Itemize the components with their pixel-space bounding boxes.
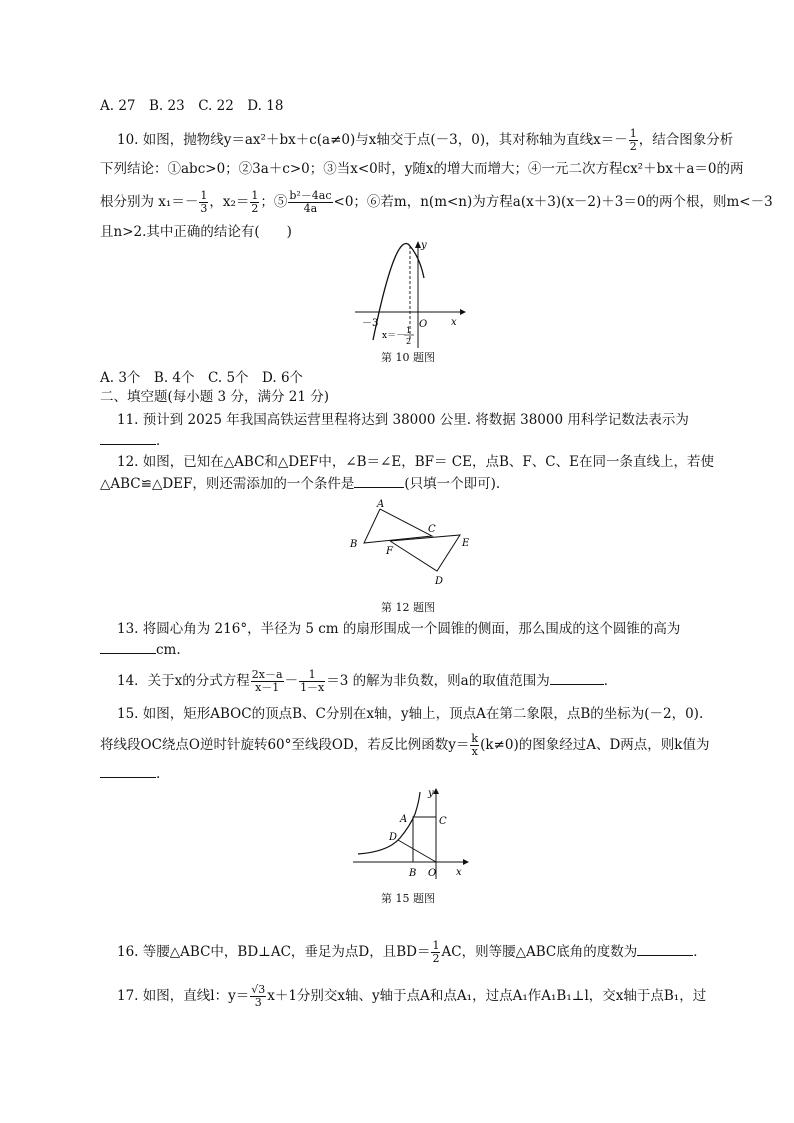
q16-answer-blank[interactable]: [637, 943, 693, 956]
origin-label: O: [419, 319, 428, 330]
parabola-curve: [373, 244, 424, 340]
label-a: A: [400, 814, 408, 825]
label-o: O: [428, 868, 437, 879]
axis-eq-num: 1: [406, 326, 412, 335]
label-c: C: [428, 524, 436, 535]
label-e: E: [462, 538, 470, 549]
q10-frac-discriminant: $\frac{\text{b²－4ac}}{4a}$: [289, 189, 332, 215]
q15-frac-k-over-x: $\frac{k}{x}$: [471, 732, 479, 758]
q11-line2: ．: [100, 431, 170, 451]
q15-line1: 15. 如图，矩形ABOC的顶点B、C分别在x轴，y轴上，顶点A在第二象限，点B的坐标为(－2，0).: [117, 706, 704, 722]
label-f: F: [386, 546, 393, 557]
q10-text-b: ，结合图象分析: [638, 132, 734, 148]
axis-eq-den: 2: [406, 337, 412, 346]
q10-line2: 下列结论：①abc>0；②3a＋c>0；③当x<0时，y随x的增大而增大；④一元二次方程cx²＋bx＋a＝0的两: [100, 161, 744, 177]
q13-line1: 13. 将圆心角为 216°，半径为 5 cm 的扇形围成一个圆锥的侧面，那么围成的这个圆锥的高为: [117, 621, 681, 637]
q10-line4: 且n>2.其中正确的结论有( ): [100, 224, 292, 240]
q17-frac-sqrt3-over-3: $\frac{√3}{3}$: [251, 983, 266, 1009]
q10-frac-half: $\frac{1}{2}$: [629, 127, 637, 153]
label-c: C: [439, 816, 447, 827]
q10-frac-third: $\frac{1}{3}$: [200, 189, 208, 215]
label-d: D: [435, 576, 444, 587]
q10-line1: [117, 128, 733, 153]
axis-eq-label: x＝－: [382, 331, 406, 341]
q11-line1: 11. 预计到 2025 年我国高铁运营里程将达到 38000 公里. 将数据 38000 用科学记数法表示为: [117, 412, 689, 428]
label-x: x: [456, 867, 462, 878]
q14-frac-2: $\frac{1}{1-x}$: [300, 668, 325, 694]
x-axis-arrow: [463, 859, 469, 865]
q15-figure: [348, 784, 478, 884]
q14-line: 14．关于x的分式方程 $\frac{2x-a}{x-1}$ － $\frac{1}{1-x}$ ＝3 的解为非负数，则a的取值范围为 ．: [117, 668, 618, 694]
q11-answer-blank[interactable]: [100, 432, 156, 445]
q13-line2: cm.: [100, 640, 181, 660]
q15-line3: .: [100, 764, 160, 784]
q15-answer-blank[interactable]: [100, 765, 156, 778]
q10-frac-half-2: $\frac{1}{2}$: [251, 189, 259, 215]
q16-line: 16. 等腰△ABC中，BD⊥AC，垂足为点D，且BD＝ $\frac{1}{2}$ AC，则等腰△ABC底角的度数为 ．: [117, 939, 707, 965]
q13-answer-blank[interactable]: [100, 641, 156, 654]
triangle-def: [390, 535, 460, 571]
q16-frac-half: $\frac{1}{2}$: [432, 939, 440, 965]
q12-answer-blank[interactable]: [354, 475, 404, 488]
x-label: x: [451, 317, 457, 328]
q17-line: 17. 如图，直线l：y＝ $\frac{√3}{3}$ x＋1分别交x轴、y轴于点A和点A₁，过点A₁作A₁B₁⊥l，交x轴于点B₁，过: [117, 983, 707, 1009]
q10-line3: 根分别为 x₁＝－ $\frac{1}{3}$ ，x₂＝ $\frac{1}{2}$ ；⑤ $\frac{\text{b²－4ac}}{4a}$ <0；⑥若m，n(m<n)为方程a(x＋3)(x－2)＋3＝0的两个根，则m<－3: [100, 189, 773, 215]
q9-options: A. 27 B. 23 C. 22 D. 18: [100, 98, 284, 114]
q15-caption: 第 15 题图: [381, 892, 435, 905]
label-b: B: [350, 539, 358, 550]
q14-answer-blank[interactable]: [550, 672, 604, 685]
q14-frac-1: $\frac{2x-a}{x-1}$: [251, 668, 283, 694]
segment-od: [398, 840, 436, 862]
q12-line2: △ABC≌△DEF，则还需添加的一个条件是 (只填一个即可).: [100, 476, 501, 492]
q12-line1: 12. 如图，已知在△ABC和△DEF中，∠B＝∠E，BF＝ CE，点B、F、C、E在同一条直线上，若使: [117, 454, 714, 470]
section-2-title: 二、填空题(每小题 3 分，满分 21 分): [100, 389, 329, 405]
q12-figure: [340, 496, 480, 592]
q10-caption: 第 10 题图: [381, 351, 435, 364]
hyperbola-curve: [358, 792, 420, 854]
q10-figure: [350, 238, 470, 350]
x-axis-arrow: [460, 309, 466, 315]
y-label: y: [421, 240, 427, 251]
q10-options: A. 3个 B. 4个 C. 5个 D. 6个: [100, 370, 304, 386]
label-a: A: [377, 499, 385, 510]
label-d: D: [389, 832, 398, 843]
q12-caption: 第 12 题图: [381, 601, 435, 614]
minus3-label: －3: [362, 318, 379, 329]
label-y: y: [428, 788, 434, 799]
q15-line2: 将线段OC绕点O逆时针旋转60°至线段OD，若反比例函数y＝ $\frac{k}{x}$ (k≠0)的图象经过A、D两点，则k值为: [100, 732, 710, 758]
q10-text-a: 10. 如图，抛物线y＝ax²＋bx＋c(a≠0)与x轴交于点(－3，0)，其对称轴为直线x＝－: [117, 132, 628, 148]
y-axis-arrow: [433, 788, 439, 794]
label-b: B: [409, 868, 417, 879]
